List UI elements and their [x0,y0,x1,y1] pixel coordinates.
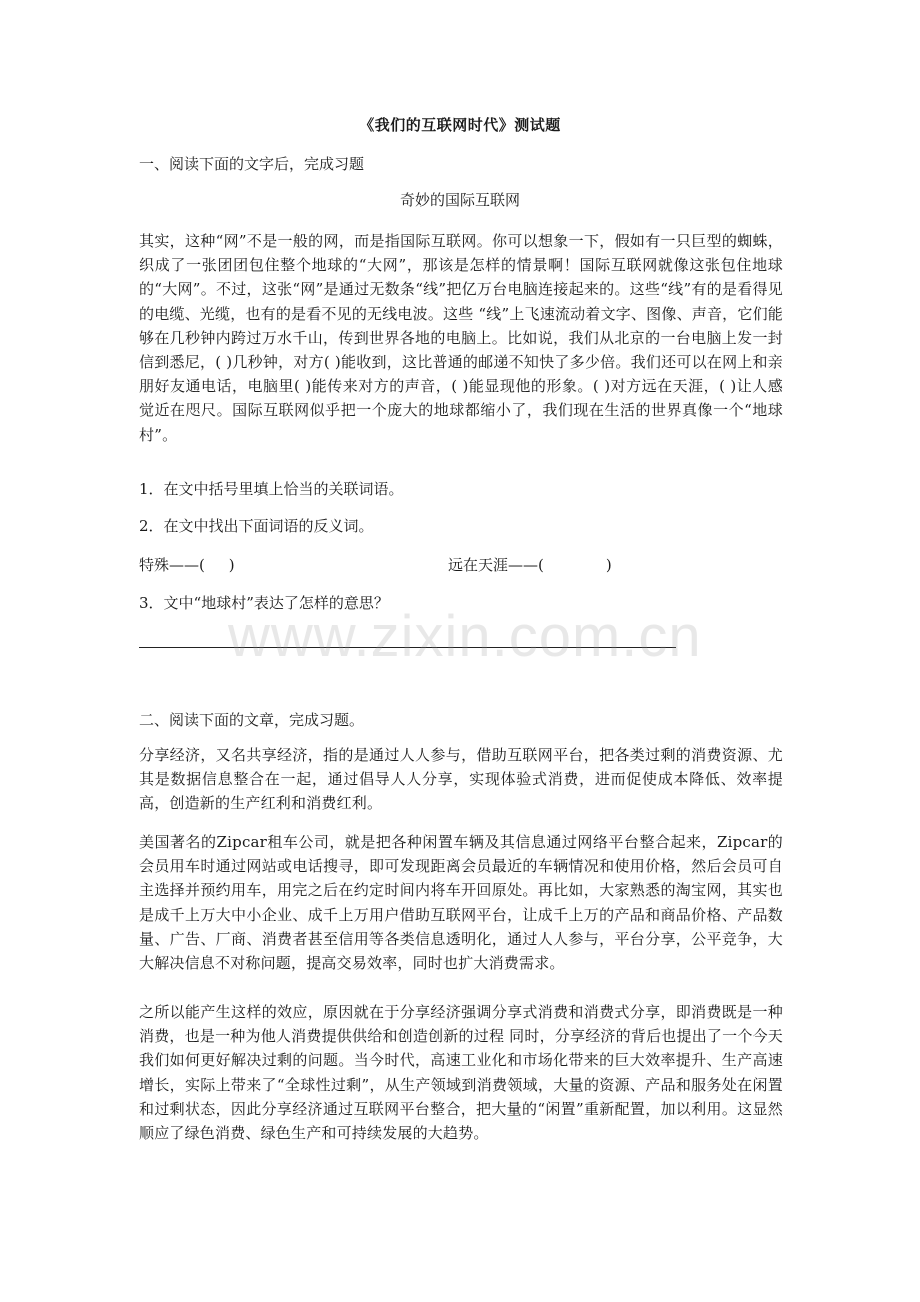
document-title: 《我们的互联网时代》测试题 [359,116,561,134]
question-2: 2．在文中找出下面词语的反义词。 [139,517,374,535]
article-title: 奇妙的国际互联网 [399,191,520,209]
section2-heading: 二、阅读下面的文章，完成习题。 [139,711,365,729]
section1-paragraph: 其实，这种“网”不是一般的网，而是指国际互联网。你可以想象一下，假如有一只巨型的蜘蛛，织成了一张团团包住整个地球的“大网”，那该是怎样的情景啊！国际互联网就像这张包住地球的“大网”。不过，这张“网”是通过无数条“线”把亿万台电脑连接起来的。这些“线”有的是看得见的电缆、光缆，也有的是看不见的无线电波。这些 “线”上飞速流动着文字、图像、声音，它们能够在几秒钟内跨过万水千山，传到世界各地的电脑上。比如说，我们从北京的一台电脑上发一封信到悉尼，( )几秒钟，对方( )能收到，这比普通的邮递不知快了多少倍。我们还可以在网上和亲朋好友通电话，电脑里( )能传来对方的声音，( )能显现他的形象。( )对方远在天涯，( )让人感觉近在咫尺。国际互联网似乎把一个庞大的地球都缩小了，我们现在生活的世界真像一个“地球村”。 [139,232,783,444]
question-3: 3．文中“地球村”表达了怎样的意思？ [139,594,389,612]
section2-paragraph-2: 美国著名的Zipcar租车公司，就是把各种闲置车辆及其信息通过网络平台整合起来，Zipcar的会员用车时通过网站或电话搜寻，即可发现距离会员最近的车辆情况和使用价格，然后会员可自主选择并预约用车，用完之后在约定时间内将车开回原处。再比如，大家熟悉的淘宝网，其实也是成千上万大中小企业、成千上万用户借助互联网平台，让成千上万的产品和商品价格、产品数量、广告、厂商、消费者甚至信用等各类信息透明化，通过人人参与，平台分享，公平竞争，大大解决信息不对称问题，提高交易效率，同时也扩大消费需求。 [139,833,783,973]
antonym-blank-2: 远在天涯——( ) [448,556,612,574]
section2-paragraph-3: 之所以能产生这样的效应，原因就在于分享经济强调分享式消费和消费式分享，即消费既是一种消费，也是一种为他人消费提供供给和创造创新的过程 同时，分享经济的背后也提出了一个今天我们如何更好解决过剩的问题。当今时代，高速工业化和市场化带来的巨大效率提升、生产高速增长，实际上带来了“全球性过剩”，从生产领域到消费领域，大量的资源、产品和服务处在闲置和过剩状态，因此分享经济通过互联网平台整合，把大量的“闲置”重新配置，加以利用。这显然顺应了绿色消费、绿色生产和可持续发展的大趋势。 [139,1003,783,1143]
question-1: 1．在文中括号里填上恰当的关联词语。 [139,480,404,498]
antonym-blank-1: 特殊——( ) [139,556,235,574]
section2-paragraph-1: 分享经济，又名共享经济，指的是通过人人参与，借助互联网平台，把各类过剩的消费资源、尤其是数据信息整合在一起，通过倡导人人分享，实现体验式消费，进而促使成本降低、效率提高，创造新的生产红利和消费红利。 [139,746,783,813]
watermark: www.zixin.com.cn [228,604,702,669]
section1-heading: 一、阅读下面的文字后，完成习题 [139,155,365,173]
